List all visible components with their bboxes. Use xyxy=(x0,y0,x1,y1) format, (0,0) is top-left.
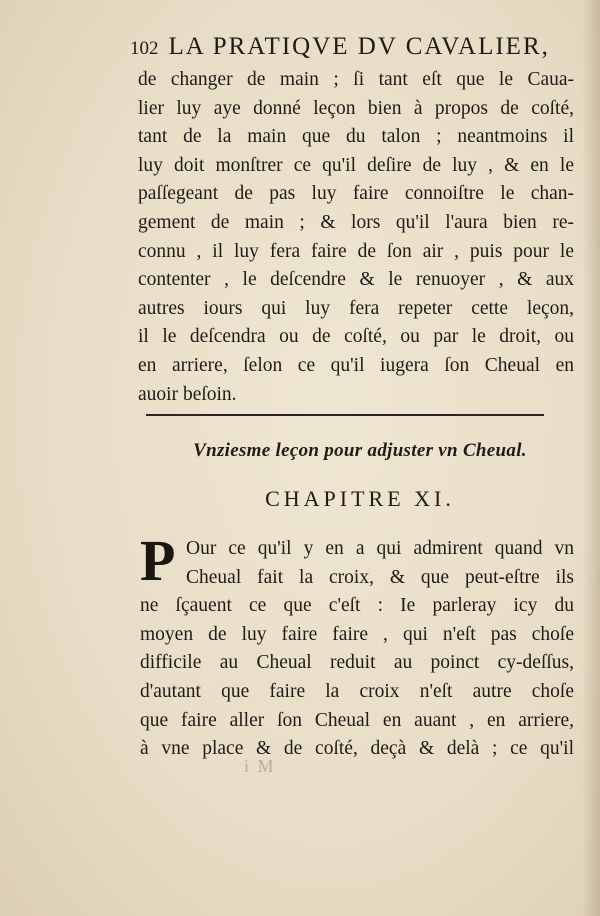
text-line: il le deſcendra ou de coſté, ou par le droit, ou xyxy=(138,326,574,348)
text-line: lier luy aye donné leçon bien à propos de coſté, xyxy=(138,97,574,119)
chapter-number: CHAPITRE XI. xyxy=(265,486,455,511)
text-line: contenter , le deſcendre & le renuoyer , & aux xyxy=(138,269,574,291)
text-line: que faire aller ſon Cheual en auant , en arriere, xyxy=(140,709,574,731)
text-line: moyen de luy faire faire , qui n'eſt pas choſe xyxy=(140,623,574,645)
text-line: gement de main ; & lors qu'il l'aura bien re- xyxy=(138,211,574,233)
page-number: 102 xyxy=(130,38,159,59)
text-line: de changer de main ; ſi tant eſt que le Caua- xyxy=(138,69,574,90)
chapter-paragraph xyxy=(140,528,574,763)
section-divider xyxy=(146,414,544,416)
paragraph-continuation xyxy=(138,66,574,409)
text-line: luy doit monſtrer ce qu'il deſire de luy , & en le xyxy=(138,154,574,176)
text-line: Cheual fait la croix, & que peut-eſtre ils xyxy=(186,566,574,588)
text-line: en arriere, ſelon ce qu'il iugera ſon Cheual en xyxy=(138,354,574,376)
page-edge-shadow xyxy=(582,0,600,916)
text-line: autres iours qui luy fera repeter cette leçon, xyxy=(138,297,574,319)
text-line: auoir beſoin. xyxy=(138,383,237,405)
text-line: ne ſçauent ce que c'eſt : Ie parleray icy du xyxy=(140,595,574,617)
running-header xyxy=(130,30,570,64)
text-line: connu , il luy fera faire de ſon air , puis pour le xyxy=(138,240,574,262)
text-line: d'autant que faire la croix n'eſt autre choſe xyxy=(140,680,574,702)
text-line: difficile au Cheual reduit au poinct cy-deſſus, xyxy=(140,652,574,674)
text-line: Our ce qu'il y en a qui admirent quand vn xyxy=(186,538,574,559)
running-title: LA PRATIQVE DV CAVALIER, xyxy=(168,33,550,60)
text-line: tant de la main que du talon ; neantmoins il xyxy=(138,126,574,148)
text-line: à vne place & de coſté, deçà & delà ; ce qu'il xyxy=(140,738,574,760)
faint-show-through-text: i M xyxy=(244,756,276,776)
drop-capital: P xyxy=(140,528,176,593)
text-line: paſſegeant de pas luy faire connoiſtre le chan- xyxy=(138,183,574,205)
chapter-title: Vnziesme leçon pour adjuster vn Cheual. xyxy=(193,440,527,461)
